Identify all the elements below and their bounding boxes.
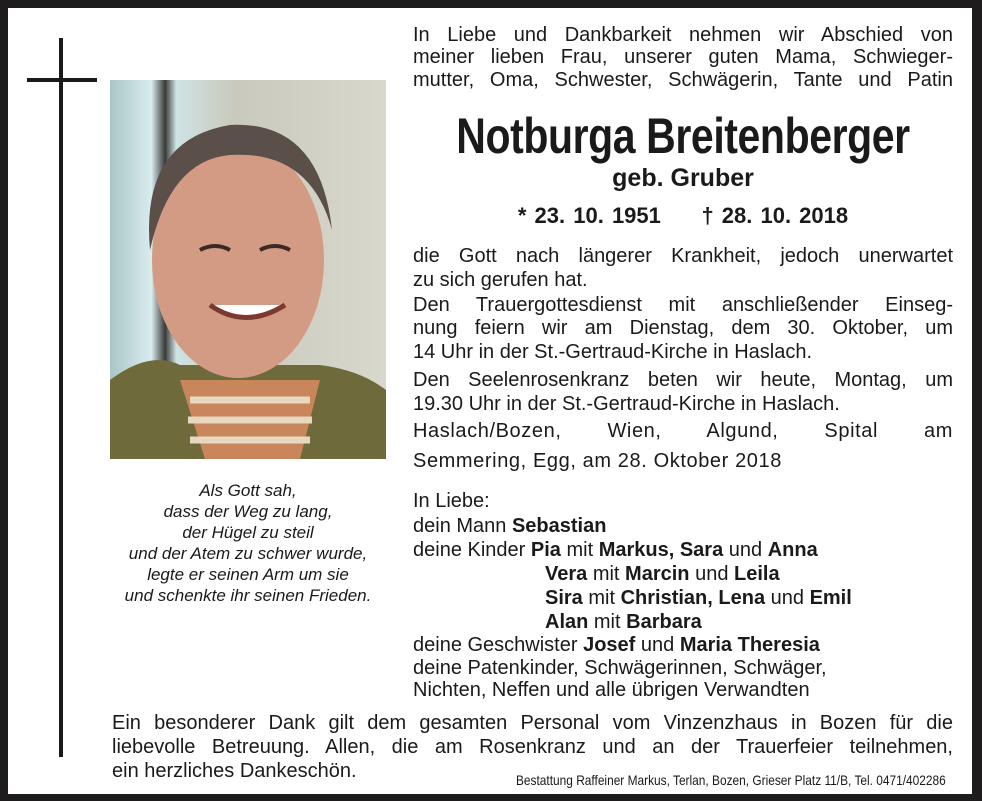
thanks-line: Ein besonderer Dank gilt dem gesamten Personal vom Vinzenzhaus in Bozen für die — [112, 712, 953, 734]
mourner-line: deine Kinder Pia mit Markus, Sara und Anna — [413, 539, 818, 561]
deceased-name: Notburga Breitenberger — [456, 108, 910, 164]
poem-line: der Hügel zu steil — [182, 523, 314, 542]
portrait-photo — [110, 80, 386, 459]
mourners-heading: In Liebe: — [413, 490, 490, 512]
intro-line: mutter, Oma, Schwester, Schwägerin, Tante und Patin — [413, 69, 953, 91]
intro-line: In Liebe und Dankbarkeit nehmen wir Abschied von — [413, 24, 953, 46]
poem — [110, 480, 386, 606]
body-line: Den Trauergottesdienst mit anschließender Einseg- — [413, 294, 953, 316]
mourner-line: Sira mit Christian, Lena und Emil — [545, 587, 852, 609]
maiden-name: geb. Gruber — [612, 164, 754, 192]
body-line: nung feiern wir am Dienstag, dem 30. Oktober, um — [413, 317, 953, 339]
body-line: zu sich gerufen hat. — [413, 269, 588, 291]
poem-line: und schenkte ihr seinen Frieden. — [124, 586, 372, 605]
intro-line: meiner lieben Frau, unserer guten Mama, Schwieger- — [413, 46, 953, 68]
place-line: Semmering, Egg, am 28. Oktober 2018 — [413, 450, 782, 472]
mourner-line: Alan mit Barbara — [545, 611, 702, 633]
body-line: 14 Uhr in der St.-Gertraud-Kirche in Haslach. — [413, 341, 813, 363]
mourner-line: Vera mit Marcin und Leila — [545, 563, 780, 585]
thanks-line: ein herzliches Dankeschön. — [112, 760, 357, 782]
poem-line: Als Gott sah, — [199, 481, 297, 500]
thanks-line: liebevolle Betreuung. Allen, die am Rosenkranz und an der Trauerfeier teilnehmen, — [112, 736, 953, 758]
body-line: Den Seelenrosenkranz beten wir heute, Montag, um — [413, 369, 953, 391]
cross-icon — [59, 38, 63, 757]
mourner-line: deine Geschwister Josef und Maria Theresia — [413, 634, 820, 656]
poem-line: legte er seinen Arm um sie — [147, 565, 349, 584]
cross-icon-bar — [27, 78, 97, 82]
mourner-line: Nichten, Neffen und alle übrigen Verwandten — [413, 679, 810, 701]
life-dates: * 23. 10. 1951 † 28. 10. 2018 — [517, 203, 849, 228]
mourner-line: deine Patenkinder, Schwägerinnen, Schwäger, — [413, 657, 827, 679]
body-line: die Gott nach längerer Krankheit, jedoch unerwartet — [413, 245, 953, 267]
mourner-line: dein Mann Sebastian — [413, 515, 607, 537]
poem-line: und der Atem zu schwer wurde, — [128, 544, 368, 563]
funeral-home-info: Bestattung Raffeiner Markus, Terlan, Bozen, Grieser Platz 11/B, Tel. 0471/402286 — [516, 772, 946, 788]
body-line: 19.30 Uhr in der St.-Gertraud-Kirche in Haslach. — [413, 393, 840, 415]
poem-line: dass der Weg zu lang, — [163, 502, 333, 521]
place-line: Haslach/Bozen, Wien, Algund, Spital am — [413, 420, 953, 442]
